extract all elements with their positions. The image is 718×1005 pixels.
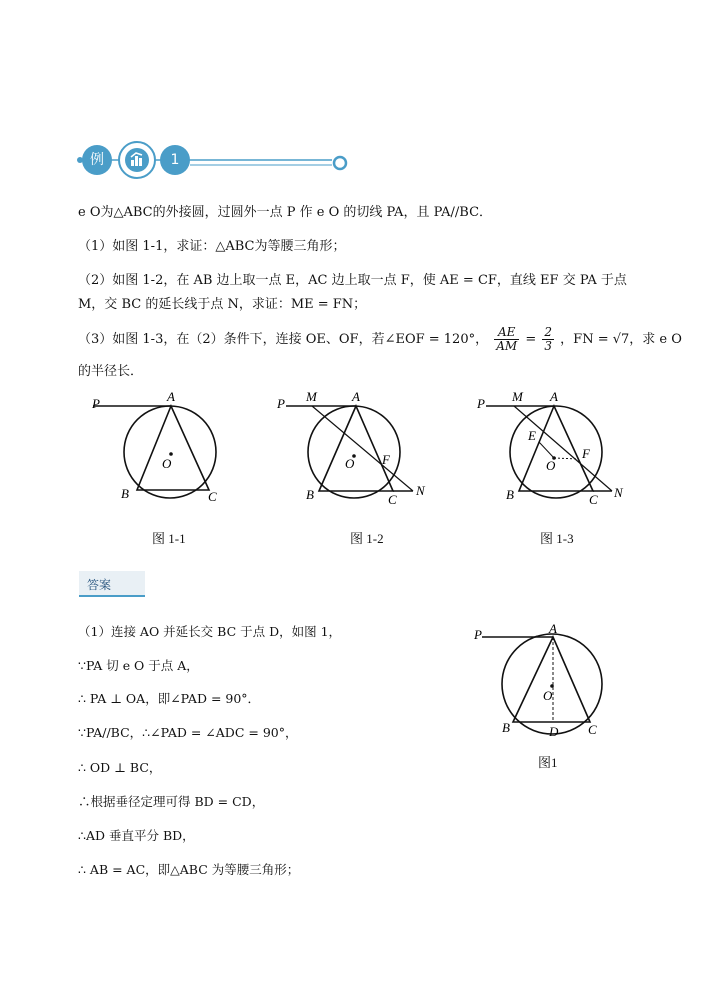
- label-c: C: [208, 489, 217, 504]
- question-2-line1: （2）如图 1-2，在 AB 边上取一点 E，AC 边上取一点 F，使 AE = CF，直线 EF 交 PA 于点: [78, 273, 627, 288]
- fraction-ae-am: $\frac{AE}{AM}$: [496, 325, 518, 353]
- label-c: C: [388, 492, 397, 507]
- answer-line-3: ∴ PA ⊥ OA，即∠PAD = 90°．: [78, 691, 261, 706]
- answer-title: 答案: [87, 578, 112, 592]
- question-3-line2: 的半径长．: [78, 364, 144, 379]
- figure-1-1: [88, 388, 238, 513]
- label-n: N: [614, 485, 623, 500]
- label-n: N: [416, 483, 425, 498]
- label-o: O: [546, 458, 556, 473]
- label-d: D: [549, 724, 559, 739]
- figure-1-3-caption: 图 1-3: [540, 531, 574, 546]
- label-b: B: [306, 487, 314, 502]
- answer-line-6: ∴根据垂径定理可得 BD = CD，: [78, 794, 265, 809]
- example-label-badge: [82, 145, 112, 175]
- figure-1-3: [472, 388, 637, 513]
- question-3-line1: （3）如图 1-3，在（2）条件下，连接 OE、OF，若∠EOF = 120°， $\frac{AE}{AM}$ = $\frac{2}{3}$ ，FN = √7，求 e O: [78, 325, 682, 353]
- question-2-line2: M，交 BC 的延长线于点 N，求证：ME = FN；: [78, 297, 367, 312]
- question-1: （1）如图 1-1，求证：△ABC为等腰三角形；: [78, 239, 346, 254]
- figure-1-2-caption: 图 1-2: [350, 531, 384, 546]
- label-b: B: [506, 487, 514, 502]
- example-label: 例: [90, 152, 104, 168]
- label-o: O: [162, 456, 172, 471]
- label-e: E: [528, 428, 536, 443]
- label-b: B: [502, 720, 510, 735]
- label-p: P: [92, 396, 100, 411]
- label-p: P: [474, 627, 482, 642]
- answer-line-2: ∵PA 切 e O 于点 A，: [78, 658, 199, 673]
- question-3-suffix: ，FN = √7，求 e O: [560, 332, 682, 347]
- label-a: A: [167, 389, 175, 404]
- figure-1: [470, 622, 615, 742]
- chart-icon: [118, 141, 156, 179]
- label-o: O: [345, 456, 355, 471]
- figure-1-2: [270, 388, 435, 513]
- answer-line-5: ∴ OD ⊥ BC，: [78, 760, 162, 775]
- example-number: 1: [170, 152, 180, 168]
- answer-header: [79, 571, 145, 597]
- label-a: A: [549, 622, 557, 636]
- label-c: C: [588, 722, 597, 737]
- answer-line-7: ∴AD 垂直平分 BD，: [78, 828, 195, 843]
- banner-decoration: [70, 135, 360, 185]
- label-m: M: [306, 389, 317, 404]
- label-p: P: [477, 396, 485, 411]
- question-3-prefix: （3）如图 1-3，在（2）条件下，连接 OE、OF，若∠EOF = 120°，: [78, 332, 489, 347]
- label-a: A: [352, 389, 360, 404]
- answer-line-8: ∴ AB = AC，即△ABC 为等腰三角形；: [78, 862, 300, 877]
- problem-intro: e O为△ABC的外接圆，过圆外一点 P 作 e O 的切线 PA，且 PA//BC．: [78, 205, 493, 220]
- label-m: M: [512, 389, 523, 404]
- label-p: P: [277, 396, 285, 411]
- figure-1-1-caption: 图 1-1: [152, 531, 186, 546]
- label-f: F: [582, 446, 590, 461]
- example-number-badge: [160, 145, 190, 175]
- fraction-two-thirds: $\frac{2}{3}$: [544, 325, 553, 353]
- label-b: B: [121, 486, 129, 501]
- answer-line-4: ∵PA//BC，∴∠PAD = ∠ADC = 90°，: [78, 725, 298, 740]
- label-a: A: [550, 389, 558, 404]
- label-c: C: [589, 492, 598, 507]
- answer-line-1: （1）连接 AO 并延长交 BC 于点 D，如图 1，: [78, 624, 342, 639]
- label-f: F: [382, 452, 390, 467]
- figure-1-caption: 图1: [538, 755, 558, 770]
- label-o: O: [543, 688, 553, 703]
